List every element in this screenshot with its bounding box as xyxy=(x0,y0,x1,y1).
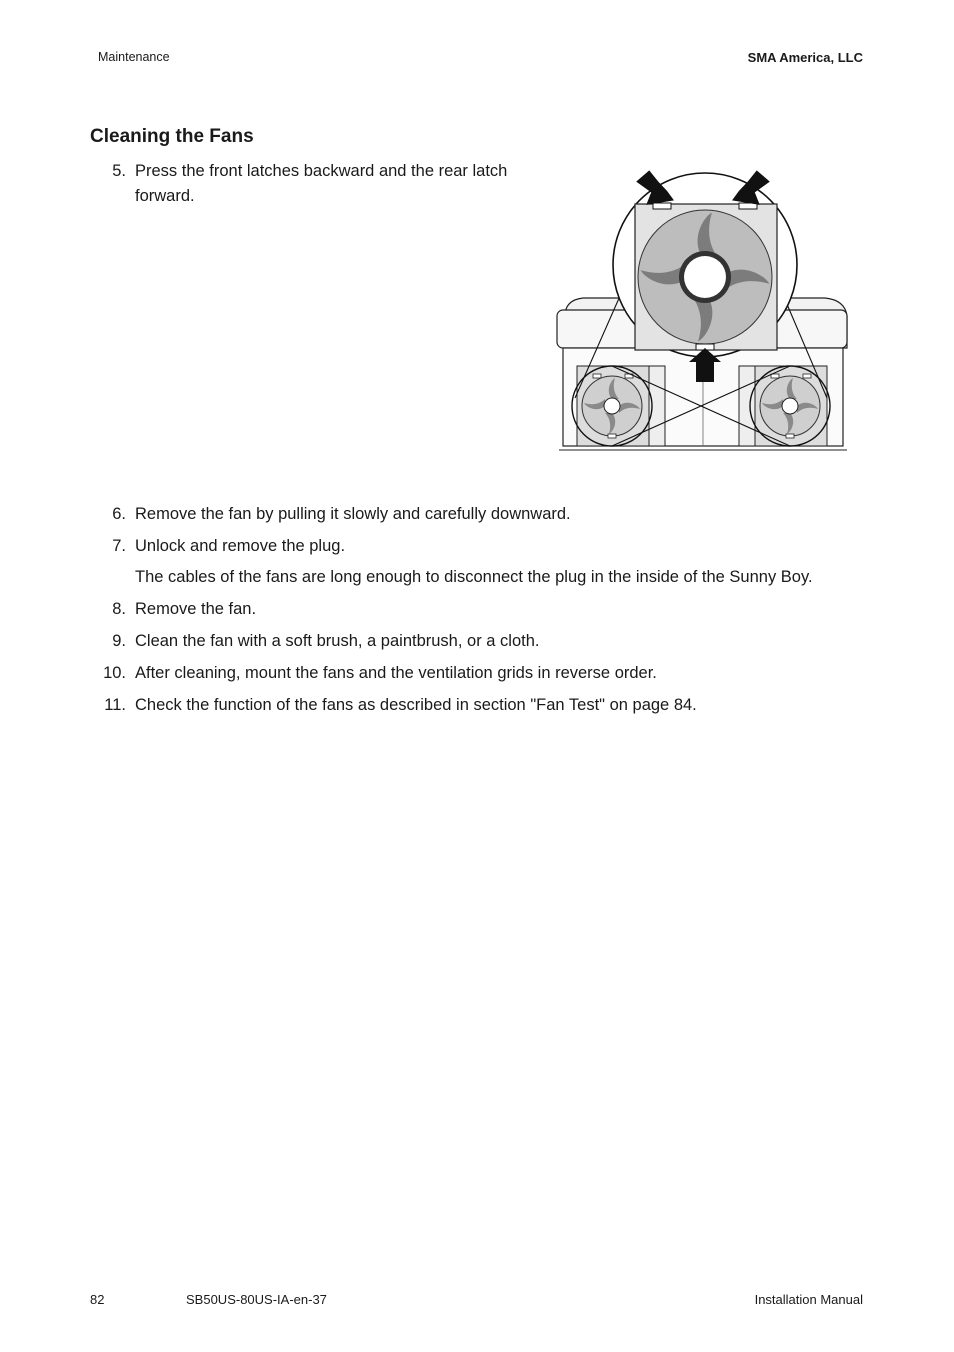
section-title: Cleaning the Fans xyxy=(90,126,254,147)
step-number: 9. xyxy=(112,632,126,650)
footer-document-type: Installation Manual xyxy=(754,1292,863,1307)
step-text-line-2: forward. xyxy=(135,187,195,205)
header-section-label: Maintenance xyxy=(98,50,170,64)
step-number: 6. xyxy=(112,505,126,523)
step-6 xyxy=(90,502,870,527)
step-7-note: The cables of the fans are long enough to disconnect the plug in the inside of the Sunny Boy. xyxy=(135,568,813,586)
step-text: Remove the fan by pulling it slowly and carefully downward. xyxy=(135,505,571,523)
step-8 xyxy=(90,597,870,622)
step-number: 11. xyxy=(104,696,126,714)
step-text: Check the function of the fans as described in section "Fan Test" on page 84. xyxy=(135,696,697,714)
footer-page-number: 82 xyxy=(90,1292,105,1307)
step-text: Unlock and remove the plug. xyxy=(135,537,346,555)
footer-document-id: SB50US-80US-IA-en-37 xyxy=(186,1292,327,1307)
step-number: 5. xyxy=(112,162,126,180)
step-text: Remove the fan. xyxy=(135,600,257,618)
step-7 xyxy=(90,534,870,559)
header-company-name: SMA America, LLC xyxy=(747,50,863,65)
step-5 xyxy=(90,159,550,211)
step-number: 10. xyxy=(103,664,126,682)
step-number: 7. xyxy=(112,537,126,555)
fan-latch-illustration xyxy=(555,170,850,452)
step-number: 8. xyxy=(112,600,126,618)
step-text: Clean the fan with a soft brush, a paintbrush, or a cloth. xyxy=(135,632,540,650)
step-11 xyxy=(90,693,870,718)
step-9 xyxy=(90,629,870,654)
step-text: After cleaning, mount the fans and the ventilation grids in reverse order. xyxy=(135,664,657,682)
step-text-line-1: Press the front latches backward and the rear latch xyxy=(135,162,508,180)
step-10 xyxy=(90,661,870,686)
